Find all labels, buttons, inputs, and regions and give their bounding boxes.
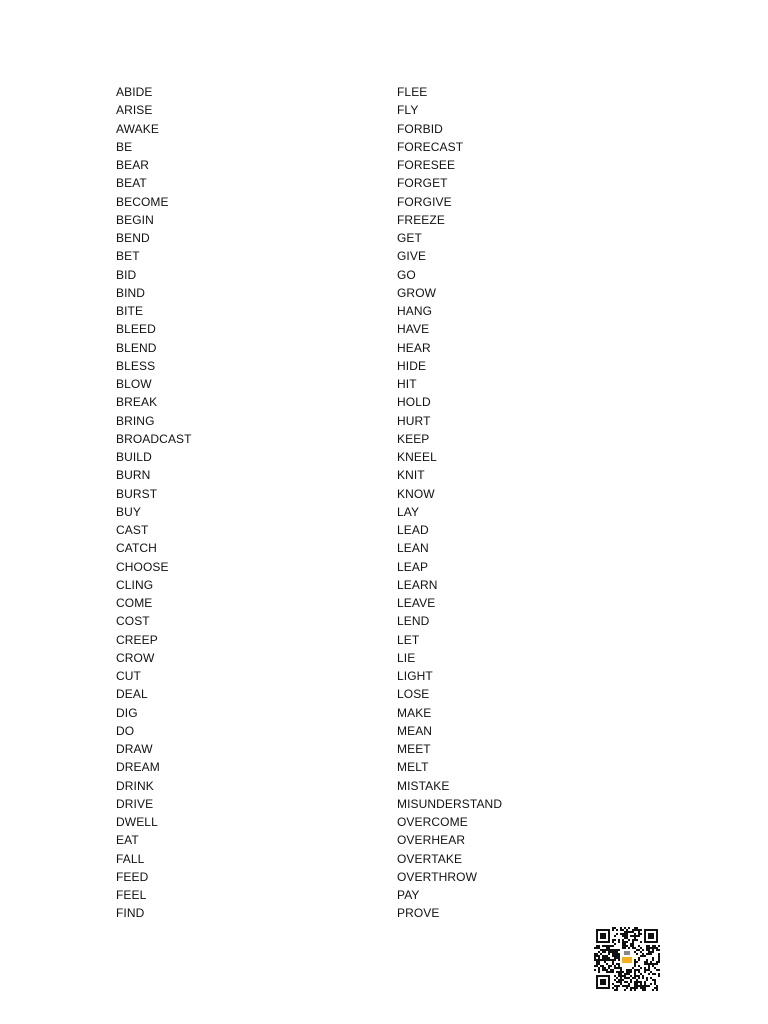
verb-item: CAST: [116, 523, 149, 537]
verb-item: OVERTAKE: [397, 851, 463, 866]
verb-item: GET: [397, 231, 422, 245]
verb-item: LIE: [397, 650, 416, 665]
verb-item: FORESEE: [397, 158, 456, 172]
verb-item: BLEND: [116, 340, 157, 355]
verb-item: BE: [116, 139, 133, 154]
verb-item: HOLD: [397, 395, 431, 410]
verb-item: CATCH: [116, 541, 157, 556]
verb-item: LET: [397, 632, 420, 647]
verb-item: LEAD: [397, 523, 429, 537]
verb-item: HANG: [397, 304, 433, 318]
verb-item: DO: [116, 723, 135, 738]
verb-item: HIDE: [397, 358, 427, 373]
verb-item: COME: [116, 596, 153, 610]
verb-item: MEET: [397, 742, 431, 756]
verb-item: OVERHEAR: [397, 833, 466, 848]
verb-item: AWAKE: [116, 121, 159, 136]
verb-item: KNEEL: [397, 450, 437, 464]
verb-item: DRINK: [116, 778, 154, 793]
verb-item: PROVE: [397, 906, 440, 921]
verb-item: BLESS: [116, 358, 156, 373]
verb-item: GIVE: [397, 249, 427, 264]
verb-item: LEND: [397, 614, 430, 629]
verb-item: FORGIVE: [397, 194, 452, 209]
verb-item: FEED: [116, 869, 149, 884]
verb-item: DWELL: [116, 815, 158, 829]
verb-item: FREEZE: [397, 212, 445, 227]
verb-item: BEND: [116, 231, 150, 245]
verb-item: CHOOSE: [116, 559, 169, 574]
verb-item: HEAR: [397, 340, 431, 355]
qr-code-icon: [594, 927, 660, 991]
verb-item: LEARN: [397, 577, 438, 592]
verb-item: FORBID: [397, 121, 443, 136]
verb-item: ABIDE: [116, 85, 153, 99]
verb-item: KNOW: [397, 486, 435, 501]
verb-item: COST: [116, 614, 150, 629]
verb-item: MISTAKE: [397, 778, 450, 793]
verb-item: LEAVE: [397, 596, 436, 610]
verb-item: FALL: [116, 851, 145, 866]
verb-item: BUILD: [116, 450, 152, 464]
verb-item: BLOW: [116, 377, 152, 391]
verb-item: CLING: [116, 577, 154, 592]
verb-item: LIGHT: [397, 669, 433, 683]
verb-item: FORECAST: [397, 139, 464, 154]
verb-item: HIT: [397, 377, 417, 391]
verb-item: FORGET: [397, 176, 448, 191]
verb-item: DEAL: [116, 687, 148, 702]
verb-item: KEEP: [397, 431, 430, 446]
verb-item: BROADCAST: [116, 431, 192, 446]
verb-item: BEAR: [116, 158, 150, 172]
verb-item: PAY: [397, 888, 420, 902]
verb-item: MISUNDERSTAND: [397, 796, 503, 811]
verb-item: GO: [397, 267, 416, 282]
verb-item: DIG: [116, 705, 138, 720]
verb-item: BIND: [116, 285, 146, 300]
verb-item: OVERTHROW: [397, 869, 478, 884]
verb-item: MELT: [397, 760, 429, 775]
verb-item: FLEE: [397, 85, 428, 99]
verb-item: BLEED: [116, 322, 156, 337]
verb-item: GROW: [397, 285, 437, 300]
verb-item: DREAM: [116, 760, 160, 775]
verb-item: LEAN: [397, 541, 429, 556]
verb-item: ARISE: [116, 103, 153, 118]
verb-item: BEAT: [116, 176, 147, 191]
verb-item: HURT: [397, 413, 431, 428]
verb-column-right: [397, 83, 502, 923]
verb-item: BID: [116, 267, 137, 282]
verb-item: DRAW: [116, 742, 153, 756]
verb-item: BURN: [116, 468, 151, 483]
verb-item: FEEL: [116, 888, 147, 902]
verb-item: BREAK: [116, 395, 158, 410]
verb-item: HAVE: [397, 322, 430, 337]
verb-item: EAT: [116, 833, 139, 848]
verb-column-left: [116, 83, 192, 923]
verb-item: LAY: [397, 504, 420, 519]
verb-item: BURST: [116, 486, 158, 501]
verb-item: MEAN: [397, 723, 433, 738]
verb-item: BUY: [116, 504, 141, 519]
verb-item: BITE: [116, 304, 144, 318]
verb-item: CREEP: [116, 632, 158, 647]
verb-item: OVERCOME: [397, 815, 468, 829]
verb-item: CUT: [116, 669, 141, 683]
verb-item: KNIT: [397, 468, 425, 483]
verb-item: FLY: [397, 103, 419, 118]
verb-item: BET: [116, 249, 140, 264]
verb-item: BECOME: [116, 194, 169, 209]
verb-item: BRING: [116, 413, 155, 428]
verb-item: CROW: [116, 650, 155, 665]
verb-item: BEGIN: [116, 212, 154, 227]
verb-item: DRIVE: [116, 796, 154, 811]
verb-item: MAKE: [397, 705, 432, 720]
verb-item: LEAP: [397, 559, 429, 574]
verb-item: LOSE: [397, 687, 430, 702]
verb-item: FIND: [116, 906, 145, 921]
